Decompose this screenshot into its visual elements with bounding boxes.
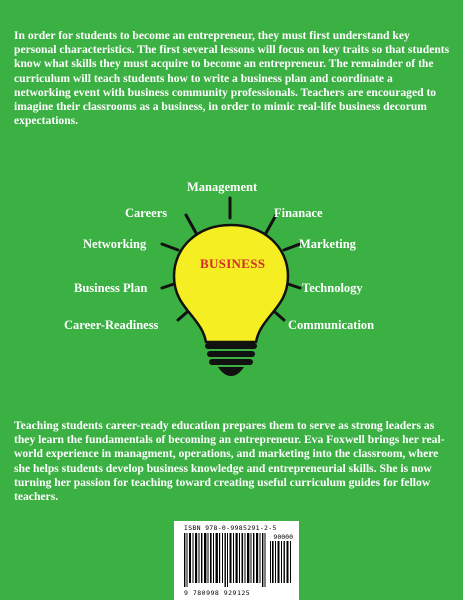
label-career-readiness: Career-Readiness — [64, 318, 159, 332]
label-networking: Networking — [83, 237, 147, 251]
price-code: 90000 — [273, 533, 293, 541]
bulb-glass — [174, 225, 288, 342]
label-management: Management — [187, 180, 258, 194]
ray-networking — [162, 244, 178, 250]
label-business-plan: Business Plan — [74, 281, 148, 295]
label-careers: Careers — [125, 206, 168, 220]
label-communication: Communication — [288, 318, 375, 332]
bulb-center-label: BUSINESS — [200, 256, 266, 271]
barcode-digits: 9 780998 929125 — [184, 589, 251, 597]
outro-paragraph: Teaching students career-ready education prepares them to serve as strong leaders as they learn the fundamentals of becoming an entrepreneur. Eva Foxwell brings her real-world experience in managment, operations, and marketing into the classroom, where she helps students develop business knowledge and entrepreneurial skills. She is now turning her passion for teaching toward creating useful curriculum guides for fellow teachers. — [14, 419, 445, 504]
label-finance: Finanace — [274, 206, 323, 220]
isbn-number: ISBN 978-0-9985291-2-5 — [184, 524, 277, 532]
intro-paragraph: In order for students to become an entrepreneur, they must first understand key personal characteristics. The first several lessons will focus on key traits so that students know what skills they must acquire to become an entrepreneur. The remainder of the curriculum will teach students how to write a business plan and coordinate a networking event with business community professionals. Teachers are encouraged to imagine their classrooms as a business, in order to mimic real-life business decorum expectations. — [14, 29, 450, 128]
ray-marketing — [284, 244, 300, 250]
label-technology: Technology — [302, 281, 363, 295]
bulb-base — [205, 343, 257, 376]
isbn-barcode — [174, 521, 299, 600]
lightbulb-illustration — [0, 170, 463, 380]
ray-careers — [186, 215, 196, 233]
label-marketing: Marketing — [299, 237, 356, 251]
business-lightbulb-diagram — [0, 170, 463, 380]
